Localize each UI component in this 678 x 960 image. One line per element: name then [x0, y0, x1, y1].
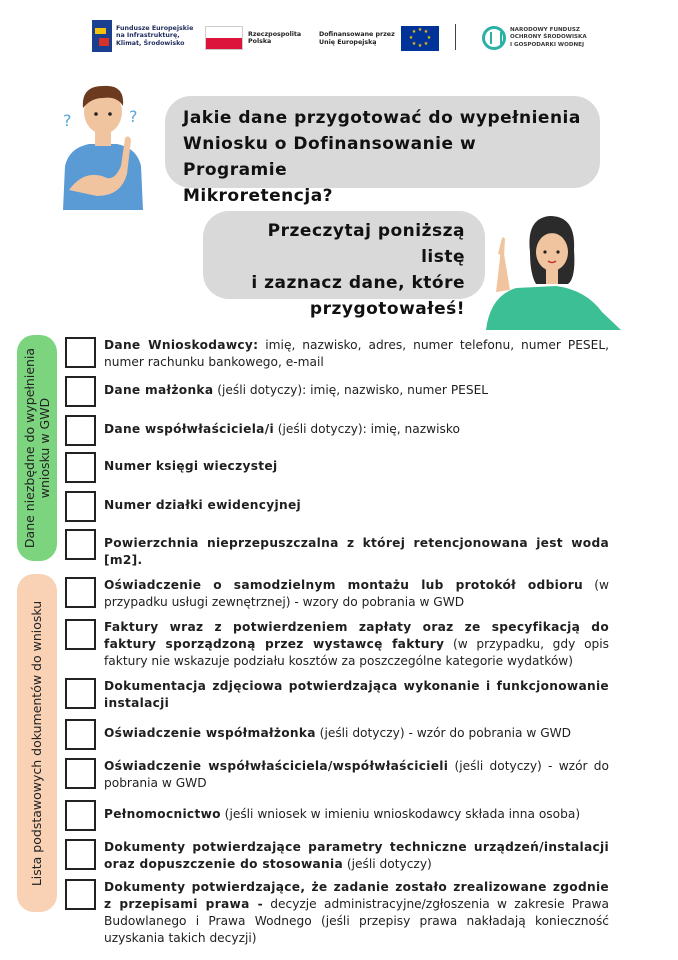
question-line-3: Mikroretencja? [183, 186, 334, 206]
checklist-item-text: Numer księgi wieczystej [104, 459, 278, 473]
fe-logo [92, 20, 193, 52]
checklist-item [65, 719, 613, 750]
checklist-item [65, 452, 613, 483]
checklist-item [65, 678, 613, 712]
checklist-item-text: Numer działki ewidencyjnej [104, 498, 301, 512]
checklist-item [65, 800, 613, 831]
section-label-line-1: Dane niezbędne do wypełnienia [22, 347, 38, 549]
checkbox[interactable] [65, 529, 96, 560]
checklist-item-text: Dane małżonka (jeśli dotyczy): imię, nazwisko, numer PESEL [104, 383, 489, 397]
checklist-item [65, 415, 613, 446]
nfosigw-logo [482, 26, 587, 50]
polish-flag-icon [205, 26, 243, 50]
section-label-application-data [17, 335, 57, 561]
checkbox[interactable] [65, 452, 96, 483]
eu-flag-icon: ★ ★ ★ ★ ★ ★ ★ ★ [401, 26, 439, 51]
logo-divider [455, 24, 456, 50]
checklist-item-text: Faktury wraz z potwierdzeniem zapłaty oraz ze specyfikacją do faktury sporządzoną przez wystawcę faktury (w przypadku, gdy opis faktury nie wskazuje podziału kosztów za poszczególne kategorie wydatków) [104, 620, 609, 668]
checklist-item [65, 839, 613, 873]
checkbox[interactable] [65, 491, 96, 522]
eu-logo [314, 26, 439, 51]
checkbox[interactable] [65, 758, 96, 789]
nfosigw-emblem-icon [482, 26, 506, 50]
section-label-line-1: Lista podstawowych dokumentów do wniosku [29, 600, 45, 886]
checkbox[interactable] [65, 678, 96, 709]
checkbox[interactable] [65, 619, 96, 650]
checklist-item-text: Oświadczenie współwłaściciela/współwłaścicieli (jeśli dotyczy) - wzór do pobrania w GWD [104, 759, 609, 790]
pointing-woman-illustration [486, 212, 621, 330]
checklist-item-text: Powierzchnia nieprzepuszczalna z której retencjonowana jest woda [m2]. [104, 536, 609, 567]
checklist-item [65, 529, 613, 569]
checklist-item [65, 577, 613, 611]
checkbox[interactable] [65, 800, 96, 831]
checklist-item-text: Oświadczenie współmałżonka (jeśli dotyczy) - wzór do pobrania w GWD [104, 726, 572, 740]
checklist-item [65, 491, 613, 522]
instruction-line-3: przygotowałeś! [309, 299, 465, 319]
pl-logo [205, 26, 301, 50]
section-label-documents [17, 574, 57, 912]
checklist-item [65, 376, 613, 407]
checklist-item [65, 619, 613, 670]
instruction-line-1: Przeczytaj poniższą listę [267, 221, 465, 267]
checklist-item-text: Dokumenty potwierdzające, że zadanie zostało zrealizowane zgodnie z przepisami prawa - decyzje administracyjne/zgłoszenia w zakresie Prawa Budowlanego i Prawa Wodnego (jeśli przepisy prawa nakładają konieczność uzyskania takich decyzji) [104, 880, 609, 945]
checkbox[interactable] [65, 879, 96, 910]
checklist-item-text: Pełnomocnictwo (jeśli wniosek w imieniu wnioskodawcy składa inna osoba) [104, 807, 581, 821]
checklist-item [65, 758, 613, 792]
checklist-item-text: Dokumenty potwierdzające parametry techniczne urządzeń/instalacji oraz dopuszczenie do stosowania (jeśli dotyczy) [104, 840, 609, 871]
logo-bar [92, 20, 592, 60]
checklist-item-text: Dokumentacja zdjęciowa potwierdzająca wykonanie i funkcjonowanie instalacji [104, 679, 609, 710]
checklist-item-text: Dane Wnioskodawcy: imię, nazwisko, adres, numer telefonu, numer PESEL, numer rachunku bankowego, e-mail [104, 338, 609, 369]
checkbox[interactable] [65, 337, 96, 368]
checklist-item-text: Dane współwłaściciela/i (jeśli dotyczy): imię, nazwisko [104, 422, 460, 436]
question-line-1: Jakie dane przygotować do wypełnienia [183, 108, 581, 128]
eu-logo-text: Dofinansowane przez Unię Europejską [319, 31, 395, 46]
checkbox[interactable] [65, 577, 96, 608]
section-label-line-2: wniosku w GWD [37, 397, 53, 499]
checkbox[interactable] [65, 376, 96, 407]
thinking-man-illustration [55, 78, 150, 210]
pl-logo-text: Rzeczpospolita Polska [248, 30, 302, 45]
fe-logo-text: Fundusze Europejskie na Infrastrukturę, Klimat, Środowisko [116, 24, 194, 47]
nfosigw-logo-text: NARODOWY FUNDUSZ OCHRONY ŚRODOWISKA I GOSPODARKI WODNEJ [510, 27, 587, 48]
fe-flag-icon [92, 20, 112, 52]
checkbox[interactable] [65, 415, 96, 446]
checklist-item [65, 337, 613, 371]
checkbox[interactable] [65, 719, 96, 750]
svg-text:?: ? [63, 111, 72, 130]
svg-text:?: ? [129, 107, 138, 126]
instruction-line-2: i zaznacz dane, które [251, 273, 465, 293]
checklist-item-text: Oświadczenie o samodzielnym montażu lub protokół odbioru (w przypadku usługi zewnętrznej) - wzory do pobrania w GWD [104, 578, 609, 609]
question-bubble [165, 96, 600, 206]
instruction-bubble [203, 211, 485, 319]
checklist-item [65, 879, 613, 947]
question-line-2: Wniosku o Dofinansowanie w Programie [183, 134, 477, 180]
checkbox[interactable] [65, 839, 96, 870]
